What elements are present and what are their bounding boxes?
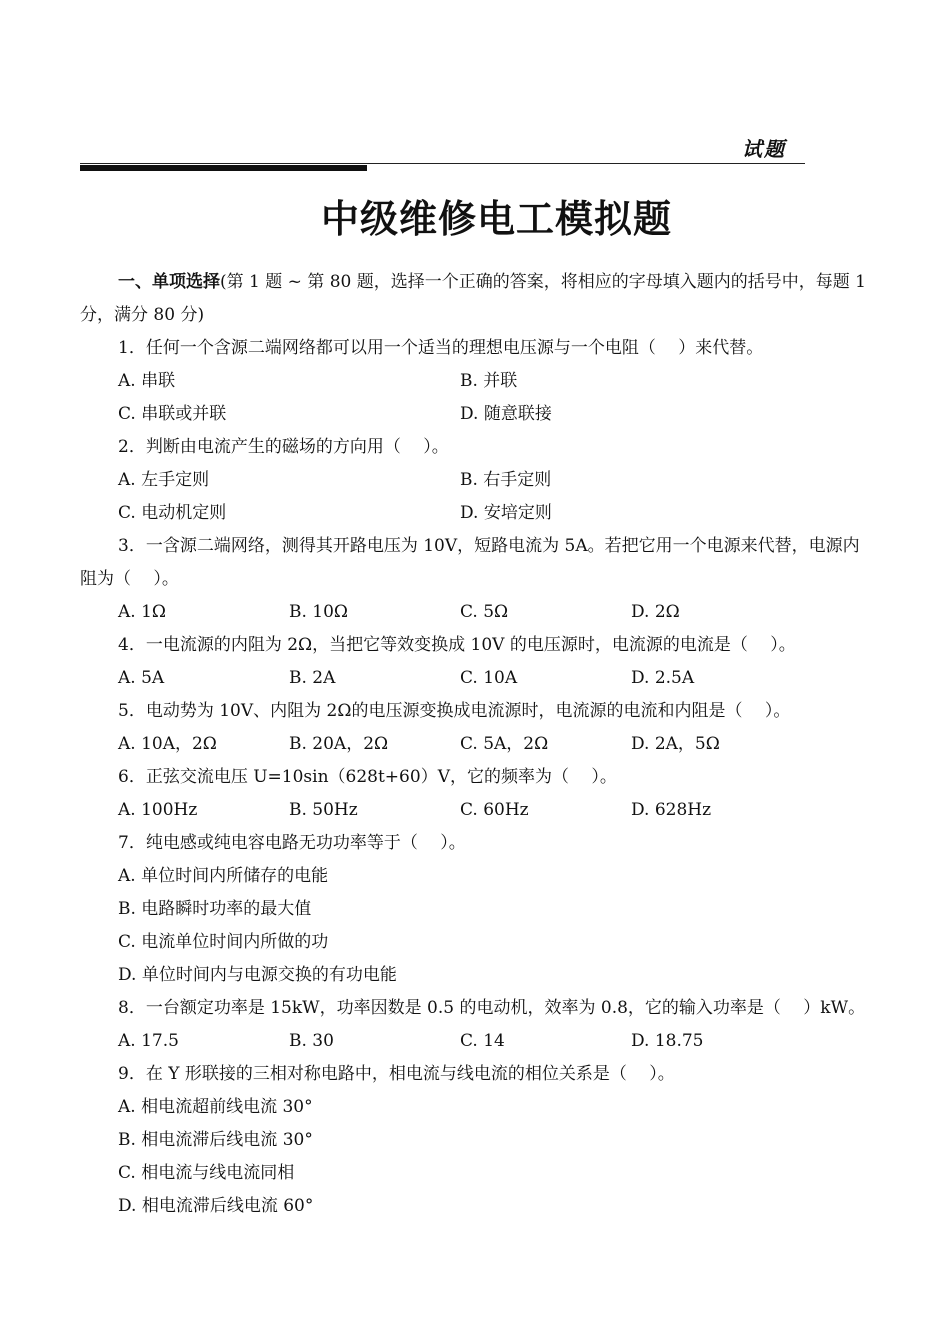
option: C. 串联或并联 xyxy=(118,404,227,424)
question-1: 1．任何一个含源二端网络都可以用一个适当的理想电压源与一个电阻（ ）来代替。 xyxy=(118,338,764,358)
question-3: 3．一含源二端网络，测得其开路电压为 10V，短路电流为 5A。若把它用一个电源来代替，电源内阻为（ ）。 xyxy=(80,536,860,589)
option: D. 2Ω xyxy=(631,602,680,622)
option: C. 60Hz xyxy=(460,800,529,820)
question-6: 6．正弦交流电压 U=10sin（628t+60）V，它的频率为（ ）。 xyxy=(118,767,617,787)
option: A. 17.5 xyxy=(118,1031,179,1051)
option: B. 相电流滞后线电流 30° xyxy=(118,1130,313,1150)
section-heading: 一、单项选择 xyxy=(118,272,220,292)
question-8: 8．一台额定功率是 15kW，功率因数是 0.5 的电动机，效率为 0.8，它的输入功率是（ ）kW。 xyxy=(118,998,866,1018)
question-2-options-row-1 xyxy=(80,464,872,497)
section-description: (第 1 题 ~ 第 80 题，选择一个正确的答案，将相应的字母填入题内的括号中，每题 1 分，满分 80 分) xyxy=(80,272,866,325)
option: D. 相电流滞后线电流 60° xyxy=(118,1196,314,1216)
content xyxy=(80,266,872,1223)
header-rule-thick xyxy=(80,165,367,171)
option: B. 30 xyxy=(289,1031,334,1051)
question-1-options-row-2 xyxy=(80,398,872,431)
option: A. 10A，2Ω xyxy=(118,734,217,754)
option: D. 18.75 xyxy=(631,1031,704,1051)
question-3-options xyxy=(80,596,872,629)
option: C. 电动机定则 xyxy=(118,503,227,523)
question-7: 7．纯电感或纯电容电路无功功率等于（ ）。 xyxy=(118,833,466,853)
option: B. 2A xyxy=(289,668,336,688)
question-5: 5．电动势为 10V、内阻为 2Ω的电压源变换成电流源时，电流源的电流和内阻是（ ）。 xyxy=(118,701,791,721)
option: B. 右手定则 xyxy=(460,470,552,490)
option: D. 2A，5Ω xyxy=(631,734,720,754)
question-4-options xyxy=(80,662,872,695)
option: A. 单位时间内所储存的电能 xyxy=(118,866,329,886)
option: D. 单位时间内与电源交换的有功电能 xyxy=(118,965,397,985)
question-9: 9．在 Y 形联接的三相对称电路中，相电流与线电流的相位关系是（ ）。 xyxy=(118,1064,675,1084)
option: C. 10A xyxy=(460,668,518,688)
option: C. 相电流与线电流同相 xyxy=(118,1163,295,1183)
option: B. 并联 xyxy=(460,371,518,391)
header-label: 试题 xyxy=(742,137,786,161)
option: D. 2.5A xyxy=(631,668,695,688)
option: D. 628Hz xyxy=(631,800,712,820)
header-rule-thin xyxy=(80,163,805,164)
option: B. 电路瞬时功率的最大值 xyxy=(118,899,312,919)
page-title: 中级维修电工模拟题 xyxy=(320,197,672,241)
option: D. 随意联接 xyxy=(460,404,552,424)
option: C. 5Ω xyxy=(460,602,509,622)
question-6-options xyxy=(80,794,872,827)
section-intro xyxy=(80,266,872,332)
question-8-options xyxy=(80,1025,872,1058)
option: A. 100Hz xyxy=(118,800,198,820)
option: C. 5A，2Ω xyxy=(460,734,549,754)
option: A. 串联 xyxy=(118,371,176,391)
option: A. 5A xyxy=(118,668,165,688)
question-2-options-row-2 xyxy=(80,497,872,530)
question-5-options xyxy=(80,728,872,761)
option: A. 相电流超前线电流 30° xyxy=(118,1097,313,1117)
option: D. 安培定则 xyxy=(460,503,552,523)
option: A. 1Ω xyxy=(118,602,166,622)
option: B. 50Hz xyxy=(289,800,358,820)
option: B. 10Ω xyxy=(289,602,349,622)
question-1-options-row-1 xyxy=(80,365,872,398)
option: C. 电流单位时间内所做的功 xyxy=(118,932,329,952)
option: A. 左手定则 xyxy=(118,470,210,490)
question-4: 4．一电流源的内阻为 2Ω，当把它等效变换成 10V 的电压源时，电流源的电流是（ ）。 xyxy=(118,635,796,655)
question-2: 2．判断由电流产生的磁场的方向用（ ）。 xyxy=(118,437,449,457)
option: B. 20A，2Ω xyxy=(289,734,389,754)
option: C. 14 xyxy=(460,1031,505,1051)
